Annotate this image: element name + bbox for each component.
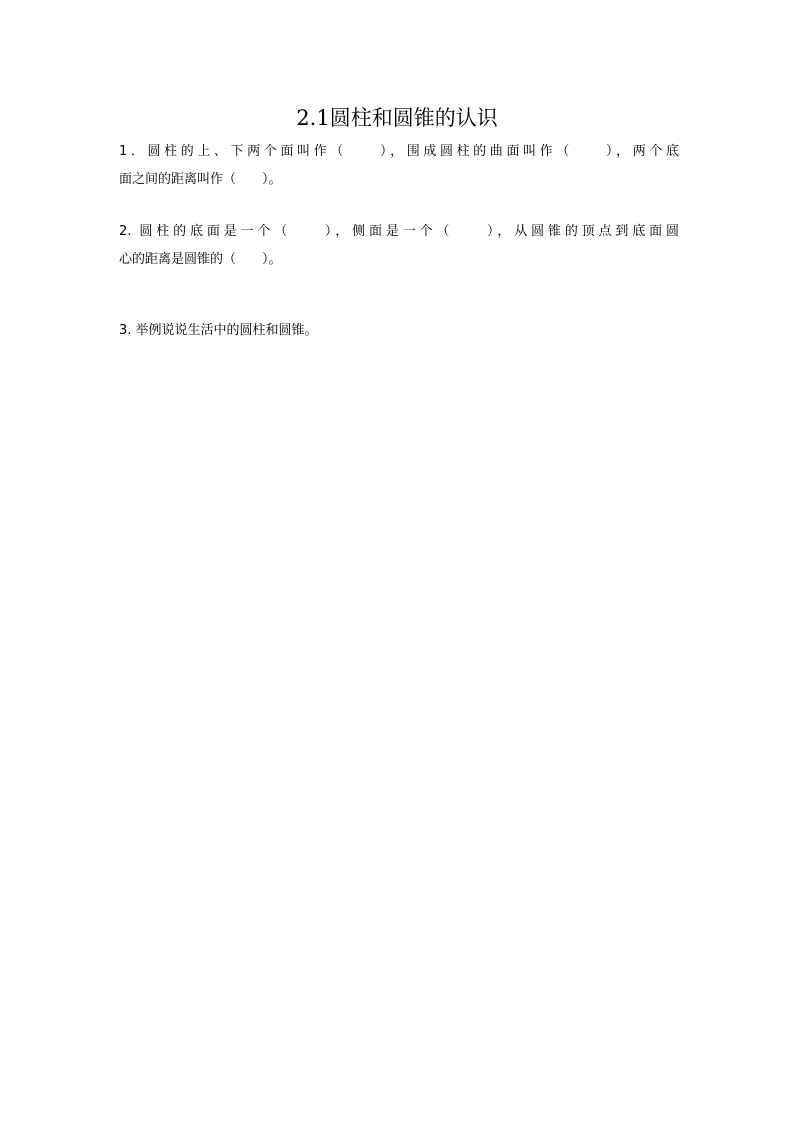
question-3-line-1: 3. 举例说说生活中的圆柱和圆锥。 [119,323,318,338]
question-2-line-1: 2. 圆柱的底面是一个（ ），侧面是一个（ ），从圆锥的顶点到底面圆 [119,224,679,239]
page-title: 2.1圆柱和圆锥的认识 [296,106,498,130]
question-1-line-2: 面之间的距离叫作（ ）。 [119,172,282,187]
question-2 [119,218,679,274]
question-2-line-2: 心的距离是圆锥的（ ）。 [119,252,282,267]
question-1-line-1: 1．圆柱的上、下两个面叫作（ ），围成圆柱的曲面叫作（ ），两个底 [119,144,679,159]
question-3 [119,317,679,345]
question-1 [119,138,679,194]
